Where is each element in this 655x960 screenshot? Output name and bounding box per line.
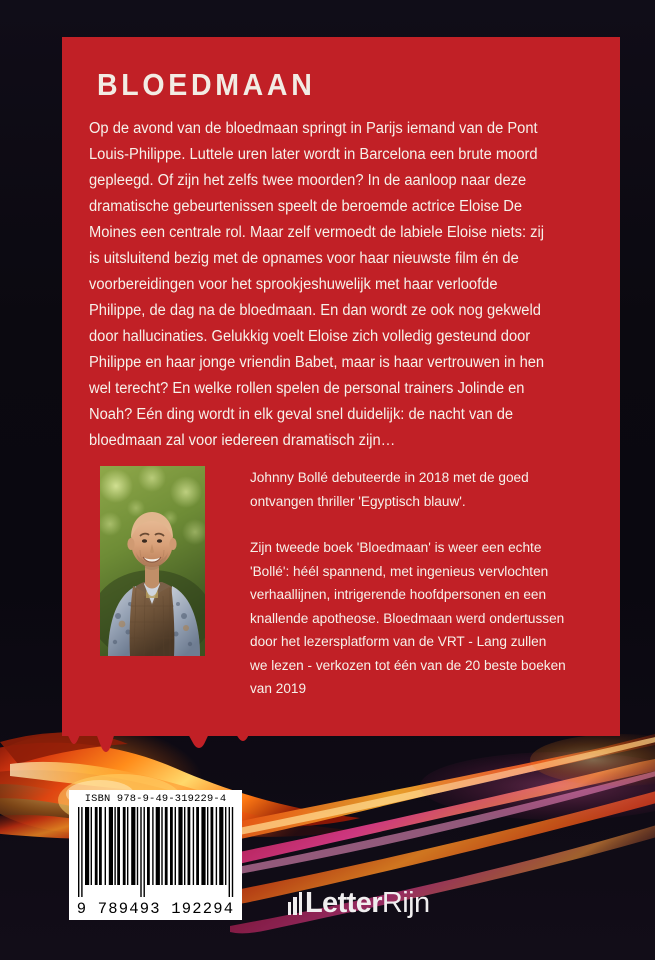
publisher-name	[305, 889, 430, 918]
logo-bars-icon	[288, 892, 302, 918]
blurb-paragraph: Op de avond van de bloedmaan springt in Parijs iemand van de Pont Louis-Philippe. Luttele uren later wordt in Barcelona een brute moord gepleegd. Of zijn het zelfs twee moorden? In de aanloop naar deze dramatische gebeurtenissen speelt de beroemde actrice Eloise De Moines een centrale rol. Maar zelf vermoedt de labiele Eloise niets: zij is uitsluitend bezig met de opnames voor haar nieuwste film én de voorbereidingen voor het sprookjeshuwelijk met haar verloofde Philippe, de dag na de bloedmaan. En dan wordt ze ook nog gekweld door hallucinaties. Gelukkig voelt Eloise zich volledig gesteund door Philippe en haar jonge vriendin Babet, maar is haar vertrouwen in hen wel terecht? En welke rollen spelen de personal trainers Jolinde en Noah? Eén ding wordt in elk geval snel duidelijk: de nacht van de bloedmaan zal voor iedereen dramatisch zijn…	[89, 120, 545, 449]
barcode-digits: 9 789493 192294	[76, 900, 235, 918]
publisher-name-bold: Letter	[304, 887, 382, 919]
barcode-bars	[78, 807, 234, 897]
publisher-logo	[288, 886, 429, 918]
isbn-barcode	[69, 790, 242, 920]
publisher-name-light: Rijn	[381, 887, 430, 919]
book-title: BLOEDMAAN	[97, 67, 316, 102]
bio-paragraph-1: Johnny Bollé debuteerde in 2018 met de goed ontvangen thriller 'Egyptisch blauw'.	[250, 470, 529, 510]
author-photo	[100, 466, 205, 656]
bio-paragraph-2: Zijn tweede boek 'Bloedmaan' is weer een echte 'Bollé': héél spannend, met ingenieus vervlochten verhaallijnen, intrigerende hoofdpersonen en een knallende apotheose. Bloedmaan werd ondertussen door het lezersplatform van de VRT - Lang zullen we lezen - verkozen tot één van de 20 beste boeken van 2019	[250, 540, 566, 697]
back-cover-blurb	[89, 116, 551, 454]
author-bio	[250, 467, 567, 702]
isbn-label: ISBN 978-9-49-319229-4	[84, 793, 227, 805]
